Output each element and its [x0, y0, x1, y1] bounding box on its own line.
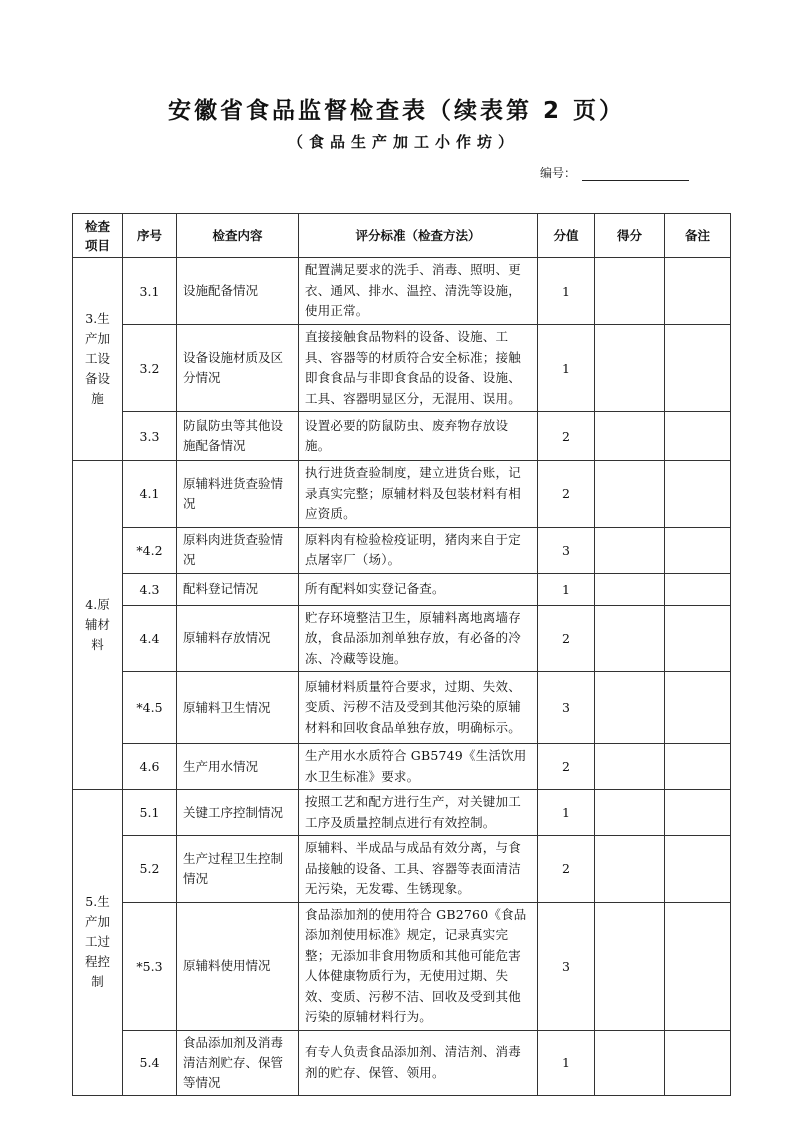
header-criteria: 评分标准（检查方法）: [299, 214, 538, 258]
score-cell[interactable]: [595, 258, 665, 325]
criteria-cell: 设置必要的防鼠防虫、废弃物存放设施。: [299, 412, 538, 461]
seq-cell: 4.4: [123, 605, 177, 672]
remarks-cell[interactable]: [665, 902, 731, 1030]
header-points: 分值: [538, 214, 595, 258]
score-cell[interactable]: [595, 744, 665, 790]
points-cell: 3: [538, 527, 595, 573]
remarks-cell[interactable]: [665, 461, 731, 528]
content-cell: 设备设施材质及区分情况: [177, 325, 299, 412]
seq-cell: 4.1: [123, 461, 177, 528]
table-row: [73, 573, 731, 605]
points-cell: 3: [538, 672, 595, 744]
content-cell: 原辅料卫生情况: [177, 672, 299, 744]
table-row: [73, 744, 731, 790]
seq-cell: 3.2: [123, 325, 177, 412]
header-score: 得分: [595, 214, 665, 258]
category-cell: 5.生产加工过程控制: [73, 790, 123, 1096]
header-content: 检查内容: [177, 214, 299, 258]
score-cell[interactable]: [595, 1030, 665, 1095]
points-cell: 2: [538, 744, 595, 790]
points-cell: 3: [538, 902, 595, 1030]
content-cell: 原辅料进货查验情况: [177, 461, 299, 528]
remarks-cell[interactable]: [665, 744, 731, 790]
points-cell: 1: [538, 1030, 595, 1095]
content-cell: 设施配备情况: [177, 258, 299, 325]
criteria-cell: 有专人负责食品添加剂、清洁剂、消毒剂的贮存、保管、领用。: [299, 1030, 538, 1095]
seq-cell: 5.2: [123, 836, 177, 903]
points-cell: 2: [538, 412, 595, 461]
seq-cell: 5.4: [123, 1030, 177, 1095]
table-row: [73, 605, 731, 672]
table-row: [73, 325, 731, 412]
seq-cell: 4.6: [123, 744, 177, 790]
category-cell: 4.原辅材料: [73, 461, 123, 790]
remarks-cell[interactable]: [665, 325, 731, 412]
seq-cell: 4.3: [123, 573, 177, 605]
seq-cell: 3.3: [123, 412, 177, 461]
points-cell: 2: [538, 605, 595, 672]
score-cell[interactable]: [595, 836, 665, 903]
score-cell[interactable]: [595, 325, 665, 412]
serial-number-label: 编号：: [540, 166, 577, 180]
header-seq: 序号: [123, 214, 177, 258]
points-cell: 1: [538, 790, 595, 836]
content-cell: 食品添加剂及消毒清洁剂贮存、保管等情况: [177, 1030, 299, 1095]
score-cell[interactable]: [595, 790, 665, 836]
seq-cell: *4.5: [123, 672, 177, 744]
score-cell[interactable]: [595, 573, 665, 605]
table-row: [73, 461, 731, 528]
table-row: [73, 790, 731, 836]
remarks-cell[interactable]: [665, 605, 731, 672]
points-cell: 1: [538, 258, 595, 325]
criteria-cell: 所有配料如实登记备查。: [299, 573, 538, 605]
criteria-cell: 生产用水水质符合 GB5749《生活饮用水卫生标准》要求。: [299, 744, 538, 790]
remarks-cell[interactable]: [665, 836, 731, 903]
criteria-cell: 贮存环境整洁卫生，原辅料离地离墙存放，食品添加剂单独存放，有必备的冷冻、冷藏等设施。: [299, 605, 538, 672]
points-cell: 2: [538, 836, 595, 903]
table-row: [73, 1030, 731, 1095]
seq-cell: *4.2: [123, 527, 177, 573]
seq-cell: 5.1: [123, 790, 177, 836]
inspection-table: [72, 213, 731, 1096]
score-cell[interactable]: [595, 605, 665, 672]
table-header-row: [73, 214, 731, 258]
serial-number-field: [540, 164, 689, 181]
criteria-cell: 原辅料、半成品与成品有效分离，与食品接触的设备、工具、容器等表面清洁无污染，无发霉、生锈现象。: [299, 836, 538, 903]
content-cell: 关键工序控制情况: [177, 790, 299, 836]
table-row: [73, 412, 731, 461]
content-cell: 原料肉进货查验情况: [177, 527, 299, 573]
points-cell: 1: [538, 325, 595, 412]
criteria-cell: 配置满足要求的洗手、消毒、照明、更衣、通风、排水、温控、清洗等设施，使用正常。: [299, 258, 538, 325]
content-cell: 原辅料使用情况: [177, 902, 299, 1030]
serial-number-blank[interactable]: [582, 166, 689, 181]
header-remarks: 备注: [665, 214, 731, 258]
category-cell: 3.生产加工设备设施: [73, 258, 123, 461]
table-row: [73, 672, 731, 744]
content-cell: 防鼠防虫等其他设施配备情况: [177, 412, 299, 461]
content-cell: 生产过程卫生控制情况: [177, 836, 299, 903]
document-subtitle: （食品生产加工小作坊）: [287, 133, 519, 151]
score-cell[interactable]: [595, 461, 665, 528]
criteria-cell: 原料肉有检验检疫证明，猪肉来自于定点屠宰厂（场）。: [299, 527, 538, 573]
criteria-cell: 食品添加剂的使用符合 GB2760《食品添加剂使用标准》规定，记录真实完整；无添加非食用物质和其他可能危害人体健康物质行为，无使用过期、失效、变质、污秽不洁、回收及受到其他污染的原辅材料行为。: [299, 902, 538, 1030]
remarks-cell[interactable]: [665, 258, 731, 325]
content-cell: 原辅料存放情况: [177, 605, 299, 672]
criteria-cell: 原辅材料质量符合要求，过期、失效、变质、污秽不洁及受到其他污染的原辅材料和回收食品单独存放，明确标示。: [299, 672, 538, 744]
seq-cell: 3.1: [123, 258, 177, 325]
score-cell[interactable]: [595, 527, 665, 573]
criteria-cell: 按照工艺和配方进行生产，对关键加工工序及质量控制点进行有效控制。: [299, 790, 538, 836]
document-title: 安徽省食品监督检查表（续表第 2 页）: [167, 98, 626, 124]
table-row: [73, 258, 731, 325]
table-row: [73, 527, 731, 573]
remarks-cell[interactable]: [665, 1030, 731, 1095]
score-cell[interactable]: [595, 902, 665, 1030]
content-cell: 生产用水情况: [177, 744, 299, 790]
remarks-cell[interactable]: [665, 790, 731, 836]
score-cell[interactable]: [595, 412, 665, 461]
points-cell: 1: [538, 573, 595, 605]
table-row: [73, 902, 731, 1030]
criteria-cell: 直接接触食品物料的设备、设施、工具、容器等的材质符合安全标准；接触即食食品与非即食食品的设备、设施、工具、容器明显区分，无混用、误用。: [299, 325, 538, 412]
score-cell[interactable]: [595, 672, 665, 744]
seq-cell: *5.3: [123, 902, 177, 1030]
content-cell: 配料登记情况: [177, 573, 299, 605]
remarks-cell[interactable]: [665, 672, 731, 744]
remarks-cell[interactable]: [665, 412, 731, 461]
header-category: 检查项目: [73, 214, 123, 258]
remarks-cell[interactable]: [665, 573, 731, 605]
criteria-cell: 执行进货查验制度，建立进货台账，记录真实完整；原辅材料及包装材料有相应资质。: [299, 461, 538, 528]
remarks-cell[interactable]: [665, 527, 731, 573]
table-row: [73, 836, 731, 903]
points-cell: 2: [538, 461, 595, 528]
